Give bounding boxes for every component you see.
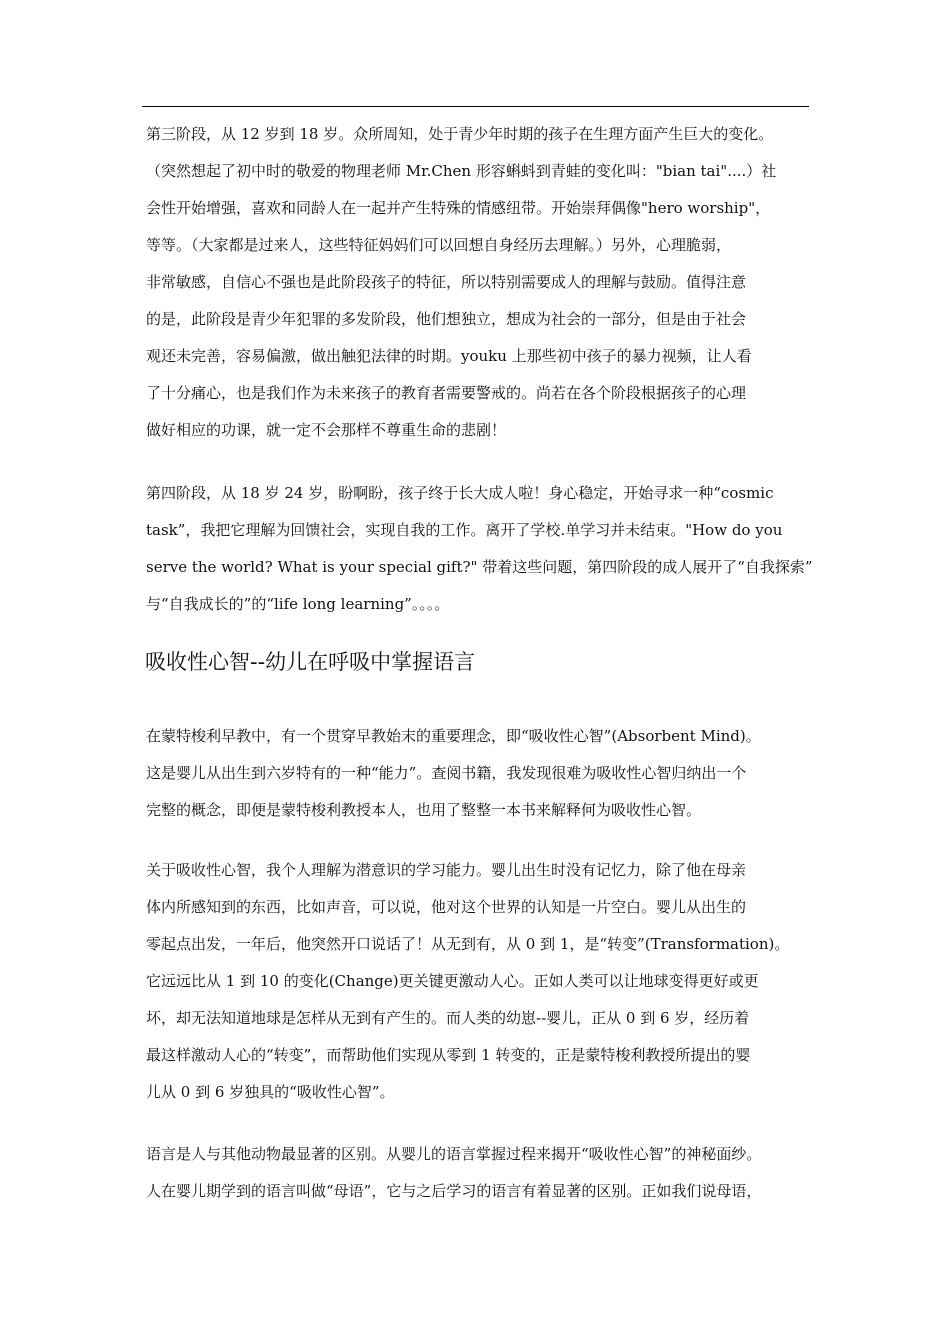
text-line: 语言是人与其他动物最显著的区别。从婴儿的语言掌握过程来揭开“吸收性心智”的神秘面纱。 bbox=[146, 1145, 762, 1163]
text-line: 零起点出发，一年后，他突然开口说话了！从无到有，从 0 到 1，是“转变”(Transformation)。 bbox=[146, 935, 790, 953]
text-line: 坏，却无法知道地球是怎样从无到有产生的。而人类的幼崽--婴儿，正从 0 到 6 岁，经历着 bbox=[146, 1009, 750, 1027]
text-line: 的是，此阶段是青少年犯罪的多发阶段，他们想独立，想成为社会的一部分，但是由于社会 bbox=[146, 310, 747, 328]
text-line: 非常敏感，自信心不强也是此阶段孩子的特征，所以特别需要成人的理解与鼓励。值得注意 bbox=[146, 273, 747, 291]
text-line: （突然想起了初中时的敬爱的物理老师 Mr.Chen 形容蝌蚪到青蛙的变化叫："bian tai"....）社 bbox=[146, 162, 777, 180]
text-line: 人在婴儿期学到的语言叫做“母语”，它与之后学习的语言有着显著的区别。正如我们说母语， bbox=[146, 1182, 762, 1200]
text-line: 第四阶段，从 18 岁 24 岁，盼啊盼，孩子终于长大成人啦！身心稳定，开始寻求一种“cosmic bbox=[146, 484, 774, 502]
text-line: 在蒙特梭利早教中，有一个贯穿早教始末的重要理念，即“吸收性心智”(Absorbent Mind)。 bbox=[146, 727, 761, 745]
text-line: 最这样激动人心的“转变”，而帮助他们实现从零到 1 转变的，正是蒙特梭利教授所提出的婴 bbox=[146, 1046, 751, 1064]
text-line: 体内所感知到的东西，比如声音，可以说，他对这个世界的认知是一片空白。婴儿从出生的 bbox=[146, 898, 747, 916]
section-heading: 吸收性心智--幼儿在呼吸中掌握语言 bbox=[145, 650, 476, 674]
paragraph-stage-three bbox=[146, 116, 821, 449]
text-line: 它远远比从 1 到 10 的变化(Change)更关键更激动人心。正如人类可以让地球变得更好或更 bbox=[146, 972, 759, 990]
paragraph-stage-four bbox=[146, 475, 821, 623]
text-line: 等等。（大家都是过来人，这些特征妈妈们可以回想自身经历去理解。）另外，心理脆弱， bbox=[146, 236, 732, 254]
text-line: 了十分痛心，也是我们作为未来孩子的教育者需要警戒的。尚若在各个阶段根据孩子的心理 bbox=[146, 384, 747, 402]
text-line: 与“自我成长的”的“life long learning”。。。。 bbox=[146, 595, 450, 613]
text-line: task”，我把它理解为回馈社会，实现自我的工作。离开了学校.单学习并未结束。"How do you bbox=[146, 521, 783, 539]
paragraph-language bbox=[146, 1136, 821, 1210]
text-line: 儿从 0 到 6 岁独具的“吸收性心智”。 bbox=[146, 1083, 395, 1101]
text-line: serve the world? What is your special gift?" 带着这些问题，第四阶段的成人展开了“自我探索” bbox=[146, 558, 813, 576]
text-line: 第三阶段，从 12 岁到 18 岁。众所周知，处于青少年时期的孩子在生理方面产生巨大的变化。 bbox=[146, 125, 774, 143]
text-line: 观还未完善，容易偏激，做出触犯法律的时期。youku 上那些初中孩子的暴力视频，让人看 bbox=[146, 347, 752, 365]
header-rule bbox=[142, 106, 809, 107]
text-line: 关于吸收性心智，我个人理解为潜意识的学习能力。婴儿出生时没有记忆力，除了他在母亲 bbox=[146, 861, 747, 879]
text-line: 完整的概念，即便是蒙特梭利教授本人，也用了整整一本书来解释何为吸收性心智。 bbox=[146, 801, 702, 819]
text-line: 做好相应的功课，就一定不会那样不尊重生命的悲剧！ bbox=[146, 421, 507, 439]
text-line: 这是婴儿从出生到六岁特有的一种“能力”。查阅书籍，我发现很难为吸收性心智归纳出一个 bbox=[146, 764, 747, 782]
paragraph-absorbent-mind-intro bbox=[146, 718, 821, 829]
paragraph-absorbent-mind-understanding bbox=[146, 852, 821, 1111]
text-line: 会性开始增强，喜欢和同龄人在一起并产生特殊的情感纽带。开始崇拜偶像"hero worship"， bbox=[146, 199, 771, 217]
